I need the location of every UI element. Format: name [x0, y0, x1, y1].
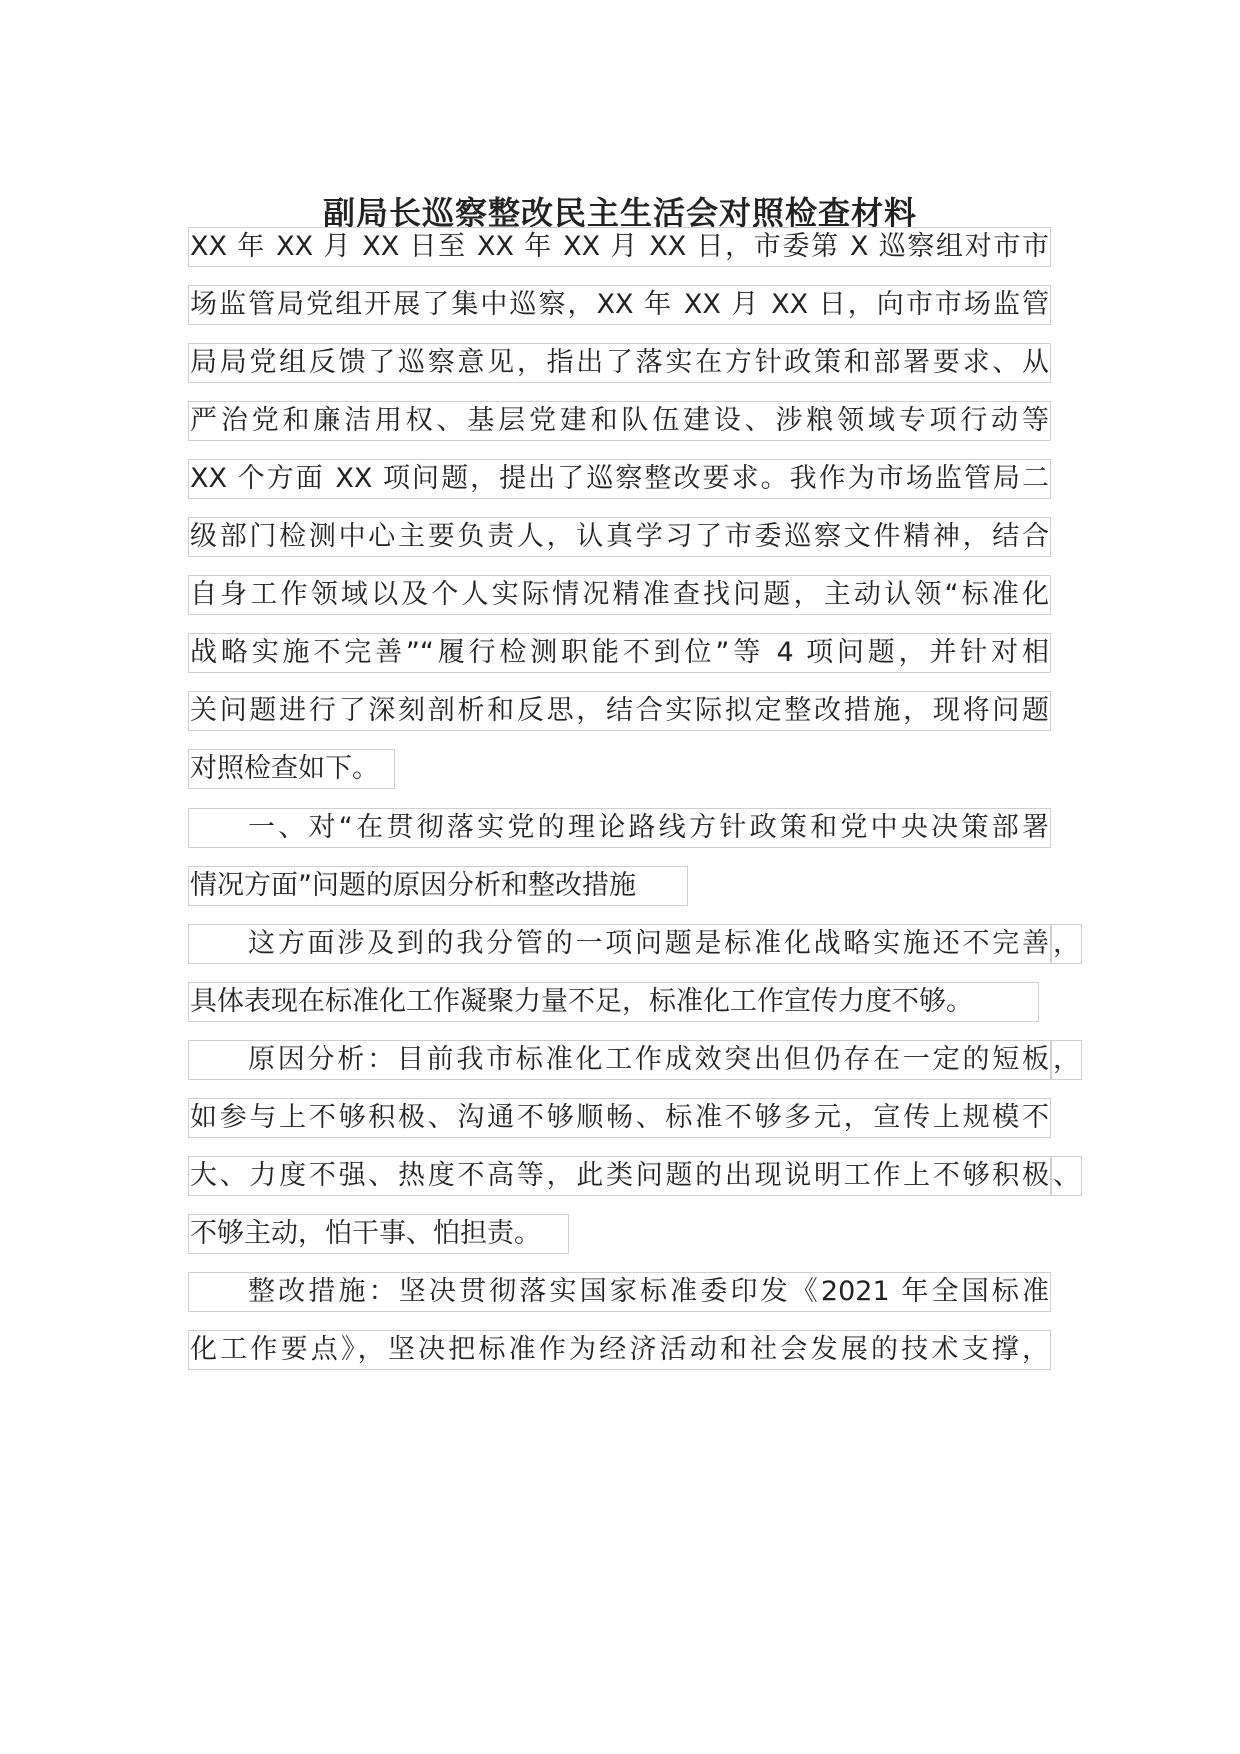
text-line: 化工作要点》，坚决把标准作为经济活动和社会发展的技术支撑， [188, 1330, 1051, 1370]
text-line: 这方面涉及到的我分管的一项问题是标准化战略实施还不完善 [188, 924, 1051, 964]
text-line: 场监管局党组开展了集中巡察，XX 年 XX 月 XX 日，向市市场监管 [188, 285, 1051, 325]
text-line: 级部门检测中心主要负责人，认真学习了市委巡察文件精神，结合 [188, 517, 1051, 557]
overflow-punctuation: ， [1051, 924, 1082, 964]
section-heading-line: 情况方面”问题的原因分析和整改措施 [188, 866, 688, 906]
text-line: 不够主动，怕干事、怕担责。 [188, 1214, 569, 1254]
text-line: 对照检查如下。 [188, 749, 395, 789]
text-line: 战略实施不完善”“履行检测职能不到位”等 4 项问题，并针对相 [188, 633, 1051, 673]
section-heading-line: 一、对“在贯彻落实党的理论路线方针政策和党中央决策部署 [188, 808, 1051, 848]
overflow-punctuation: 、 [1051, 1156, 1082, 1196]
text-line: 关问题进行了深刻剖析和反思，结合实际拟定整改措施，现将问题 [188, 691, 1051, 731]
document-title: 副局长巡察整改民主生活会对照检查材料 [322, 194, 917, 232]
overflow-punctuation: ， [1051, 1040, 1082, 1080]
text-line: 自身工作领域以及个人实际情况精准查找问题，主动认领“标准化 [188, 575, 1051, 615]
text-line: 如参与上不够积极、沟通不够顺畅、标准不够多元，宣传上规模不 [188, 1098, 1051, 1138]
text-line: 大、力度不强、热度不高等，此类问题的出现说明工作上不够积极 [188, 1156, 1051, 1196]
text-line: 整改措施：坚决贯彻落实国家标准委印发《2021 年全国标准 [188, 1272, 1051, 1312]
text-line: XX 个方面 XX 项问题，提出了巡察整改要求。我作为市场监管局二 [188, 459, 1051, 499]
text-line: 局局党组反馈了巡察意见，指出了落实在方针政策和部署要求、从 [188, 343, 1051, 383]
text-line: 具体表现在标准化工作凝聚力量不足，标准化工作宣传力度不够。 [188, 982, 1039, 1022]
text-line: XX 年 XX 月 XX 日至 XX 年 XX 月 XX 日，市委第 X 巡察组对市市 [188, 227, 1051, 267]
text-line: 原因分析：目前我市标准化工作成效突出但仍存在一定的短板 [188, 1040, 1051, 1080]
text-line: 严治党和廉洁用权、基层党建和队伍建设、涉粮领域专项行动等 [188, 401, 1051, 441]
